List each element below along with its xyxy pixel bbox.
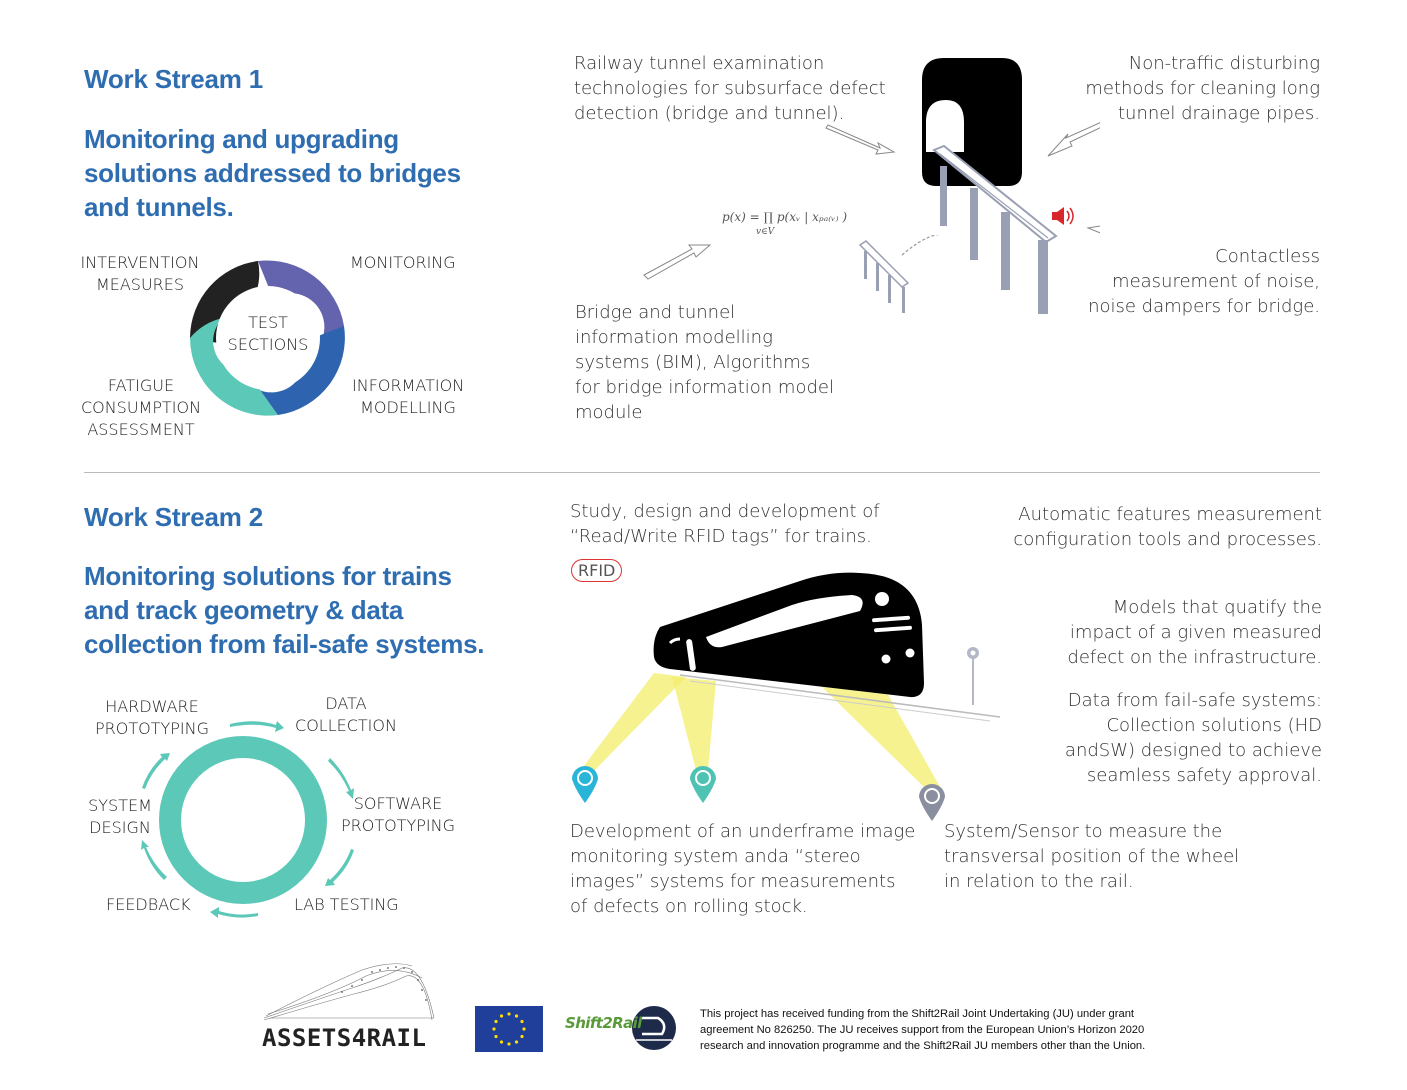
label-line: FATIGUE (107, 376, 175, 395)
bim-formula: p(x) = ∏ p(xᵥ | xₚₐ₍ᵥ₎ ) (722, 210, 848, 224)
label-data-collection (292, 693, 400, 737)
desc-line: monitoring system anda “stereo (570, 846, 861, 867)
desc-line: of defects on rolling stock. (570, 896, 808, 917)
ws2-title: Work Stream 2 (84, 502, 263, 532)
desc-line: andSW) designed to achieve (1064, 740, 1322, 761)
train-illustration (560, 565, 1020, 825)
map-pin-icon (919, 784, 945, 821)
label-line: CONSUMPTION (80, 398, 202, 417)
light-beam (580, 673, 686, 775)
ws1-subtitle (84, 122, 461, 224)
label-monitoring: MONITORING (350, 253, 456, 272)
funding-line: research and innovation programme and the Shift2Rail JU members other than the Union. (700, 1040, 1146, 1052)
ws2-subtitle-line: collection from fail-safe systems. (84, 629, 485, 659)
label-hardware-prototyping (92, 696, 212, 740)
label-intervention-measures (80, 252, 200, 296)
arrow-icon (1088, 224, 1100, 246)
cycle-arrow-icon (325, 849, 354, 886)
label-line: PROTOTYPING (340, 816, 455, 835)
ring-center-label (218, 312, 318, 356)
label-information-modelling (352, 375, 464, 419)
desc-line: Collection solutions (HD (1106, 715, 1322, 736)
desc-line: seamless safety approval. (1086, 765, 1322, 786)
ws1-subtitle-line: Monitoring and upgrading (84, 124, 399, 154)
arrow-icon (644, 245, 710, 279)
map-pin-icon (572, 765, 598, 803)
desc-line: measurement of noise, (1112, 271, 1320, 292)
label-software-prototyping (340, 793, 456, 837)
shift2rail-logo-text: Shift2Rail (565, 1014, 642, 1032)
cycle-arrow-icon (230, 721, 284, 732)
label-line: DESIGN (89, 818, 151, 837)
arrow-icon (1048, 120, 1100, 156)
desc-line: tunnel drainage pipes. (1118, 103, 1320, 124)
desc-line: for bridge information model (575, 377, 834, 398)
label-line: COLLECTION (295, 716, 397, 735)
funding-line: agreement No 826250. The JU receives support from the European Union’s Horizon 2020 (700, 1024, 1145, 1036)
rfid-badge: RFID (571, 559, 622, 582)
desc-noise-measurement (1088, 244, 1320, 319)
ws1-title: Work Stream 1 (84, 64, 263, 94)
label-line: SYSTEM (88, 796, 152, 815)
desc-line: technologies for subsurface defect (574, 78, 886, 99)
funding-statement (700, 1006, 1145, 1054)
label-lab-testing: LAB TESTING (294, 895, 399, 914)
section-divider (84, 472, 1320, 473)
desc-line: methods for cleaning long (1085, 78, 1320, 99)
cycle-arrow-icon (210, 907, 258, 918)
desc-line: detection (bridge and tunnel). (574, 103, 845, 124)
desc-line: configuration tools and processes. (1013, 529, 1322, 550)
label-line: MEASURES (95, 275, 185, 294)
arrow-icon (826, 125, 894, 154)
label-system-design (80, 795, 160, 839)
desc-line: images” systems for measurements (570, 871, 896, 892)
ws1-subtitle-line: solutions addressed to bridges (84, 158, 461, 188)
train-icon (654, 573, 924, 697)
desc-line: Railway tunnel examination (574, 53, 825, 74)
desc-line: Contactless (1215, 246, 1320, 267)
ring-center-line: TEST (248, 313, 288, 332)
label-line: MODELLING (360, 398, 456, 417)
desc-wheel-sensor (944, 819, 1239, 894)
desc-line: Study, design and development of (570, 501, 880, 522)
desc-line: information modelling (575, 327, 773, 348)
cycle-arrow-icon (141, 840, 167, 880)
desc-line: “Read/Write RFID tags” for trains. (570, 526, 872, 547)
desc-automatic-features (1013, 502, 1322, 552)
desc-line: impact of a given measured (1069, 622, 1322, 643)
label-fatigue-assessment (80, 375, 202, 441)
label-feedback: FEEDBACK (106, 895, 191, 914)
desc-line: in relation to the rail. (944, 871, 1134, 892)
light-beam (822, 687, 940, 789)
label-line: INFORMATION (352, 376, 465, 395)
label-line: ASSESSMENT (87, 420, 195, 439)
assets4rail-logo-text: ASSETS4RAIL (262, 1024, 427, 1052)
label-line: HARDWARE (105, 697, 199, 716)
desc-underframe-imaging (570, 819, 915, 919)
funding-line: This project has received funding from the Shift2Rail Joint Undertaking (JU) under grant (700, 1008, 1135, 1020)
desc-line: defect on the infrastructure. (1067, 647, 1322, 668)
light-beam (672, 677, 716, 770)
desc-line: Data from fail-safe systems: (1067, 690, 1322, 711)
ring-center-line: SECTIONS (227, 335, 309, 354)
desc-line: Non-traffic disturbing (1128, 53, 1320, 74)
desc-line: Models that quatify the (1112, 597, 1322, 618)
desc-line: module (575, 402, 643, 423)
desc-defect-models (1067, 595, 1322, 670)
ws2-subtitle-line: Monitoring solutions for trains (84, 561, 452, 591)
desc-drainage-pipes (1085, 51, 1320, 126)
desc-line: noise dampers for bridge. (1088, 296, 1320, 317)
ws1-subtitle-line: and tunnels. (84, 192, 234, 222)
label-line: PROTOTYPING (94, 719, 209, 738)
label-line: INTERVENTION (80, 253, 200, 272)
cycle-arrow-icon (142, 753, 170, 789)
ws2-subtitle-line: and track geometry & data (84, 595, 404, 625)
label-line: SOFTWARE (353, 794, 443, 813)
small-bridge-illustration (640, 235, 940, 325)
map-pin-icon (690, 766, 716, 803)
desc-line: System/Sensor to measure the (944, 821, 1223, 842)
ws2-subtitle (84, 559, 484, 661)
eu-flag-icon (475, 1006, 543, 1052)
desc-line: transversal position of the wheel (944, 846, 1240, 867)
desc-line: Bridge and tunnel (575, 302, 736, 323)
desc-line: Automatic features measurement (1018, 504, 1322, 525)
speaker-icon (1052, 207, 1073, 225)
desc-failsafe-data (1065, 688, 1322, 788)
desc-rfid-tags (570, 499, 880, 549)
desc-line: Development of an underframe image (570, 821, 916, 842)
desc-line: systems (BIM), Algorithms (575, 352, 811, 373)
label-line: DATA (325, 694, 367, 713)
bim-formula-subscript: v∈V (756, 227, 775, 237)
